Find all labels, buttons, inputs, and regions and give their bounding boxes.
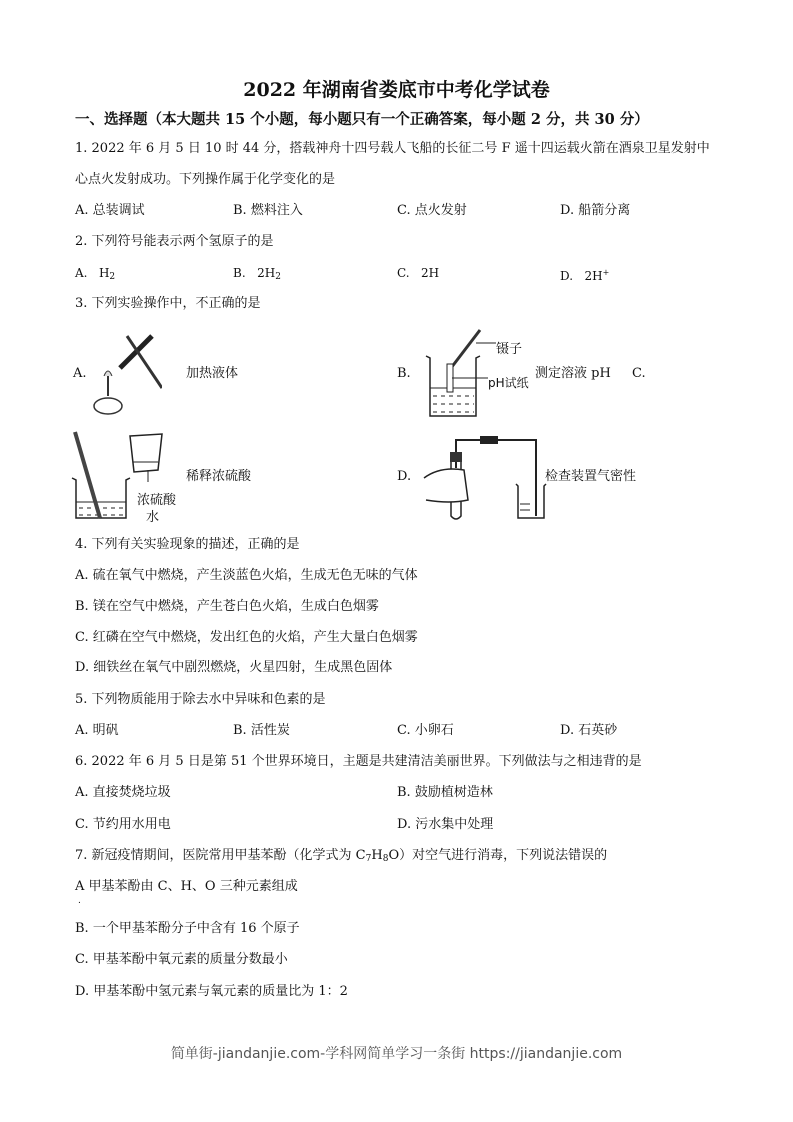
- q1-option-d: D. 船箭分离: [560, 203, 631, 218]
- q7-option-d: D. 甲基苯酚中氢元素与氧元素的质量比为 1：2: [75, 984, 348, 999]
- q6-option-b: B. 鼓励植树造林: [397, 785, 493, 800]
- q2-text: 2. 下列符号能表示两个氢原子的是: [75, 234, 274, 249]
- ph-test-figure: [418, 328, 498, 420]
- q7-option-c: C. 甲基苯酚中氧元素的质量分数最小: [75, 952, 288, 967]
- q3-c-caption: 稀释浓硫酸: [186, 469, 252, 484]
- q3-b-caption: 测定溶液 pH: [535, 366, 611, 381]
- q2-option-b: B. $2H_2$: [233, 266, 281, 282]
- q5-option-c: C. 小卵石: [397, 723, 454, 738]
- q1-text: 1. 2022 年 6 月 5 日 10 时 44 分，搭载神舟十四号载人飞船的长征二号 F 遥十四运载火箭在酒泉卫星发射中: [75, 141, 710, 156]
- q3-d-label: D.: [397, 469, 412, 484]
- q6-option-d: D. 污水集中处理: [397, 817, 494, 832]
- q1-option-c: C. 点火发射: [397, 203, 467, 218]
- q3-text: 3. 下列实验操作中，不正确的是: [75, 296, 261, 311]
- page-title: 2022 年湖南省娄底市中考化学试卷: [243, 79, 550, 101]
- q2-option-a: A. $H_2$: [75, 266, 116, 282]
- q3-d-caption: 检查装置气密性: [545, 469, 637, 484]
- q3-c-label: C.: [632, 366, 646, 381]
- q2-option-c: C. 2H: [397, 266, 440, 280]
- q6-option-a: A. 直接焚烧垃圾: [75, 785, 171, 800]
- q4-option-d: D. 细铁丝在氧气中剧烈燃烧，火星四射，生成黑色固体: [75, 660, 393, 675]
- q7-text: 7. 新冠疫情期间，医院常用甲基苯酚（化学式为 $C_7H_8O$）对空气进行消毒，下列说法错误的: [75, 848, 608, 864]
- q1-text-cont: 心点火发射成功。下列操作属于化学变化的是: [75, 172, 336, 187]
- q3-a-caption: 加热液体: [186, 366, 239, 381]
- q4-option-c: C. 红磷在空气中燃烧，发出红色的火焰，产生大量白色烟雾: [75, 630, 418, 645]
- q1-option-b: B. 燃料注入: [233, 203, 303, 218]
- tweezers-label: 镊子: [496, 342, 523, 357]
- section-heading: 一、选择题（本大题共 15 个小题，每小题只有一个正确答案，每小题 2 分，共 30 分）: [75, 111, 649, 128]
- q6-text: 6. 2022 年 6 月 5 日是第 51 个世界环境日，主题是共建清洁美丽世界。下列做法与之相违背的是: [75, 754, 642, 769]
- q4-text: 4. 下列有关实验现象的描述，正确的是: [75, 537, 300, 552]
- q4-option-b: B. 镁在空气中燃烧，产生苍白色火焰，生成白色烟雾: [75, 599, 379, 614]
- q4-option-a: A. 硫在氧气中燃烧，产生淡蓝色火焰，生成无色无味的气体: [75, 568, 418, 583]
- q7-option-b: B. 一个甲基苯酚分子中含有 16 个原子: [75, 921, 300, 936]
- q5-text: 5. 下列物质能用于除去水中异味和色素的是: [75, 692, 326, 707]
- acid-label: 浓硫酸: [137, 493, 177, 508]
- q6-option-c: C. 节约用水用电: [75, 817, 171, 832]
- q2-option-d: D. 2H+: [560, 268, 610, 283]
- q5-option-b: B. 活性炭: [233, 723, 290, 738]
- q5-option-d: D. 石英砂: [560, 723, 618, 738]
- ph-paper-label: pH试纸: [488, 376, 529, 390]
- airtightness-figure: [420, 430, 550, 522]
- q3-a-label: A.: [73, 366, 87, 381]
- q5-option-a: A. 明矾: [75, 723, 119, 738]
- q3-b-label: B.: [397, 366, 411, 381]
- stray-dot: .: [78, 896, 81, 906]
- footer-watermark: 简单街-jiandanjie.com-学科网简单学习一条街 https://jiandanjie.com: [170, 1046, 623, 1062]
- q1-option-a: A. 总装调试: [75, 203, 145, 218]
- heating-liquid-figure: [92, 328, 162, 420]
- water-label: 水: [146, 510, 160, 525]
- q7-option-a: A 甲基苯酚由 C、H、O 三种元素组成: [75, 879, 298, 894]
